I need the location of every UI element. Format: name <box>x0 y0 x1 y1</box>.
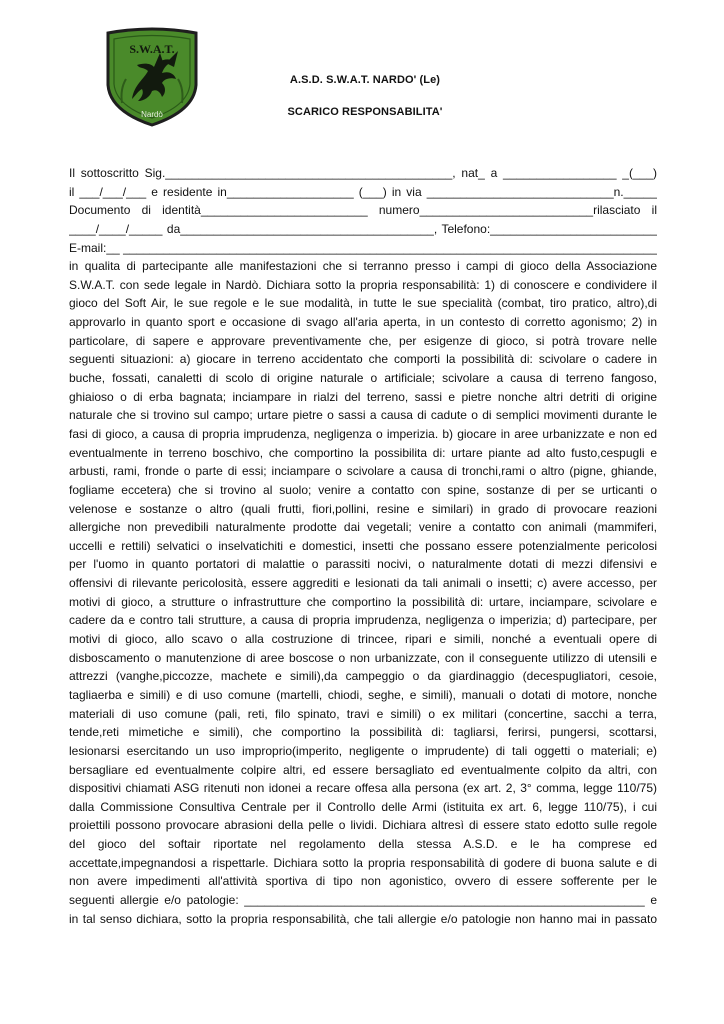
form-line-birth-residence: il ___/___/___ e residente in___________________ (___) in via ____________________________n._____ <box>69 184 657 199</box>
declaration-line: tende,reti mimetiche e simili), che comportino la possibilità di: tagliarsi, ferirsi, pungersi, scottarsi, <box>69 725 657 740</box>
declaration-line: materiali di uso comune (pali, reti, filo spinato, travi e simili) o ex militari (concertine, sacchi a terra, <box>69 706 657 721</box>
declaration-line: per l'uomo in quanto portatori di malattie o parassiti nocivi, o naturalmente dotati di mezzi difensivi e <box>69 557 657 572</box>
declaration-line: ghiaioso o di erba bagnata; inciampare in rialzi del terreno, sassi e pietre nonche altri detriti di origine <box>69 389 657 404</box>
declaration-line: non avere impedimenti all'attività sportiva di tipo non agonistico, ovvero di essere sofferente per le <box>69 874 657 889</box>
logo-swat-text: S.W.A.T. <box>129 42 175 56</box>
declaration-line: dalla Commissione Consultiva Centrale per il Controllo delle Armi (istituita ex art. 6, legge 110/75), i cui <box>69 799 657 814</box>
declaration-line: offensivi di rilevante pericolosità, essere aggrediti e lesionati da tali animali o insetti; c) avere accesso, per <box>69 576 657 591</box>
declaration-line: lesionarsi esercitando un uso improprio(imperito, negligente o imprudente) di tali oggetti o materiali; e) <box>69 743 657 758</box>
declaration-line: fogliame eccetera) che si trovino al suolo; venire a contatto con spine, sostanze di per se urticanti o <box>69 482 657 497</box>
declaration-line: uccelli e rettili) selvatici o inselvatichiti e domestici, insetti che possano essere potenzialmente pericolosi <box>69 538 657 553</box>
declaration-line: accettate,impegnandosi a rispettarle. Dichiara sotto la propria responsabilità di godere di buona salute e di <box>69 855 657 870</box>
declaration-line: seguenti situazioni: a) giocare in terreno accidentato che comporti la possibilità di: scivolare o cadere in <box>69 352 657 367</box>
document-header <box>240 74 490 118</box>
declaration-line: naturale che si trovino sul campo; urtare pietre o sassi a causa di cadute o di semplici movimenti durante le <box>69 408 657 423</box>
document-title: SCARICO RESPONSABILITA' <box>287 106 443 118</box>
swat-logo <box>104 27 200 127</box>
declaration-line: approvarlo in quanto sport e occasione di svago all'aria aperta, in un contesto di corretto agonismo; 2) in <box>69 315 657 330</box>
declaration-line: gioco del Soft Air, le sue regole e le sue modalità, in tutte le sue specialità (combat, tiro pratico, altro),di <box>69 296 657 311</box>
declaration-line: cadere da e contro tali strutture, a causa di propria imprudenza, negligenza o imperizia; d) partecipare, per <box>69 613 657 628</box>
declaration-text <box>69 257 657 928</box>
declaration-line: in qualita di partecipante alle manifestazioni che si terranno presso i campi di gioco della Associazione <box>69 259 657 274</box>
shield-emblem <box>104 27 200 127</box>
declaration-line: seguenti allergie e/o patologie: ____________________________________________________________ e <box>69 892 657 907</box>
form-line-document: Documento di identità_________________________ numero__________________________rilasciato il <box>69 203 657 218</box>
declaration-line: buche, fossati, canaletti di scolo di origine naturale o artificiale; scivolare a causa di terreno fangoso, <box>69 371 657 386</box>
organization-name: A.S.D. S.W.A.T. NARDO' (Le) <box>289 74 441 86</box>
declaration-line: tagliaerba e simili) e di uso comune (martelli, chiodi, seghe, e simili), manuali o dotati di motore, nonche <box>69 687 657 702</box>
declaration-line: dispositivi chiamati ASG ritenuti non idonei a recare offesa alla persona (ex art. 2, 3° comma, legge 110/75) <box>69 781 657 796</box>
document-body <box>69 164 657 928</box>
declaration-line: bersagliare ed eventualmente colpire altri, ed essere bersagliato ed eventualmente colpito da altri, con <box>69 762 657 777</box>
declaration-line: S.W.A.T. con sede legale in Nardò. Dichiara sotto la propria responsabilità: 1) di conoscere e condividere il <box>69 277 657 292</box>
declaration-line: del gioco del softair riportate nel regolamento della stessa A.S.D. e le ha comprese ed <box>69 837 657 852</box>
logo-city-text: Nardò <box>141 110 163 119</box>
declaration-line: arbusti, rami, fronde o parte di essi; inciampare o scivolare a causa di tronchi,rami o altro (pigne, ghiande, <box>69 464 657 479</box>
declaration-line: eventualmente in terreno boschivo, che comportino la possibilita di: urtare piante ad alto fusto,cespugli e <box>69 445 657 460</box>
declaration-line: motivi di gioco, a strutture o infrastrutture che comportino la possibilità di: urtare, inciampare, scivolare e <box>69 594 657 609</box>
declaration-line: disboscamento o manutenzione di aree boscose o non urbanizzate, con il conseguente utilizzo di utensili e <box>69 650 657 665</box>
declaration-line: velenose e sostanze o altro (quali frutti, fiori,pollini, resine e similari) in grado di provocare reazioni <box>69 501 657 516</box>
form-line-issued-phone: ____/____/_____ da______________________________________, Telefono:_________________________ <box>69 221 657 236</box>
declaration-line: attrezzi (vanghe,piccozze, machete e simili),da campeggio o da giardinaggio (decespugliatori, cesoie, <box>69 669 657 684</box>
declaration-line: in tal senso dichiara, sotto la propria responsabilità, che tali allergie e/o patologie non hanno mai in passato <box>69 911 657 926</box>
declaration-line: proiettili possono provocare abrasioni della pelle o lividi. Dichiara altresì di essere stato edotto sulle regole <box>69 818 657 833</box>
declaration-line: particolare, di sapere e approvare preventivamente che, per esigenze di gioco, si potrà trovare nelle <box>69 333 657 348</box>
declaration-line: fasi di gioco, a causa di propria imprudenza, negligenza o imperizia. b) giocare in aree urbanizzate e non ed <box>69 426 657 441</box>
form-line-name: Il sottoscritto Sig.___________________________________________, nat_ a _________________ _(___) <box>69 166 657 180</box>
form-line-email: E-mail:__ ________________________________________________________________________________ <box>69 240 657 255</box>
declaration-line: allergiche non prevedibili naturalmente prodotte dai vegetali; venire a contatto con animali (mammiferi, <box>69 520 657 535</box>
declaration-line: motivi di gioco, allo scavo o alla costruzione di trincee, ripari e simili, nonché a eventuali opere di <box>69 632 657 647</box>
